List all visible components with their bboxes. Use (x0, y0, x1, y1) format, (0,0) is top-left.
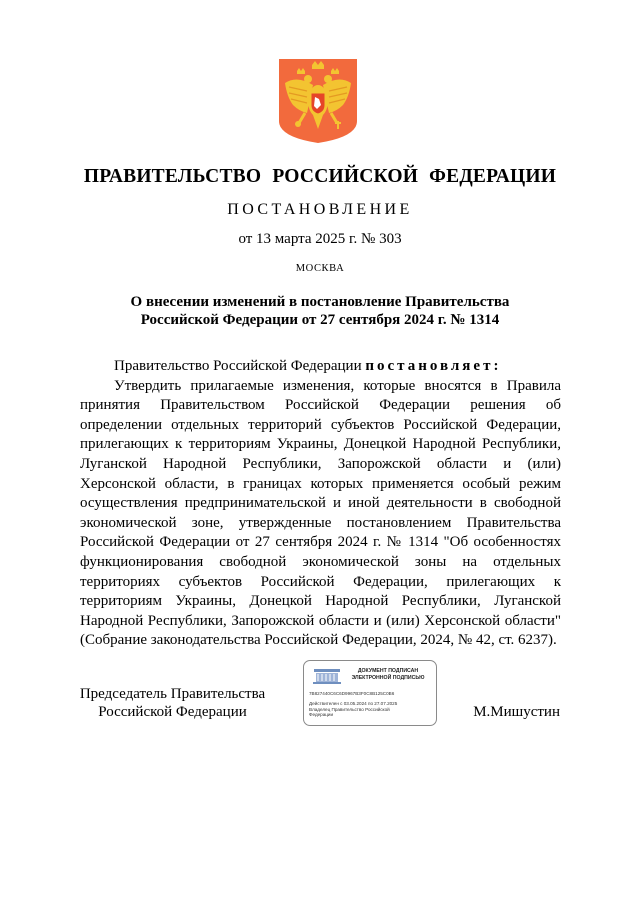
stamp-title-line: ДОКУМЕНТ ПОДПИСАН (357, 668, 419, 674)
decree-title-line: О внесении изменений в постановление Правительства (130, 294, 510, 310)
stamp-title (342, 668, 434, 682)
electronic-signature-stamp (303, 660, 437, 726)
decree-type: ПОСТАНОВЛЕНИЕ (227, 201, 413, 218)
signatory-name: М.Мишустин (473, 704, 560, 720)
decree-date-number: от 13 марта 2025 г. № 303 (238, 231, 402, 247)
coat-of-arms-emblem (277, 57, 359, 145)
signatory-position-line: Российской Федерации (98, 703, 247, 720)
certificate-validity: Действителен с 03.05.2024 по 27.07.2025 (309, 701, 398, 706)
decree-city: МОСКВА (295, 263, 345, 274)
decree-title-line: Российской Федерации от 27 сентября 2024 г. № 1314 (140, 312, 500, 328)
signatory-position (75, 686, 270, 721)
preamble (80, 357, 561, 377)
decree-body (80, 357, 561, 651)
certificate-serial: 7B827440C6C6D9967B3F0C8B125C0B6 (309, 691, 395, 696)
preamble-decrees: постановляет: (365, 358, 502, 374)
government-building-icon (312, 666, 342, 686)
certificate-owner: Федерации (309, 712, 334, 717)
decree-title (80, 293, 560, 329)
preamble-text: Правительство Российской Федерации (114, 358, 366, 374)
stamp-title-line: ЭЛЕКТРОННОЙ ПОДПИСЬЮ (351, 674, 425, 681)
government-name: ПРАВИТЕЛЬСТВО РОССИЙСКОЙ ФЕДЕРАЦИИ (83, 166, 557, 187)
signatory-position-line: Председатель Правительства (79, 686, 266, 702)
decree-paragraph: Утвердить прилагаемые изменения, которые вносятся в Правила принятия Правительством Российской Федерации решения об определении отдельных территорий субъектов Российской Федерации, прилегающих к территориям Украины, Донецкой Народной Республики, Луганской Народной Республики, Запорожской области и (или) Херсонской области, в границах которых применяется особый режим осуществления предпринимательской и иной деятельности в свободной экономической зоне, утвержденные постановлением Правительства Российской Федерации от 27 сентября 2024 г. № 1314 "Об особенностях функционирования свободной экономической зоны на отдельных территориях субъектов Российской Федерации, прилегающих к территориям Украины, Донецкой Народной Республики, Луганской Народной Республики, Запорожской области и (или) Херсонской области" (Собрание законодательства Российской Федерации, 2024, № 42, ст. 6237). (80, 377, 561, 649)
certificate-owner: Владелец Правительство Российской (309, 707, 390, 712)
